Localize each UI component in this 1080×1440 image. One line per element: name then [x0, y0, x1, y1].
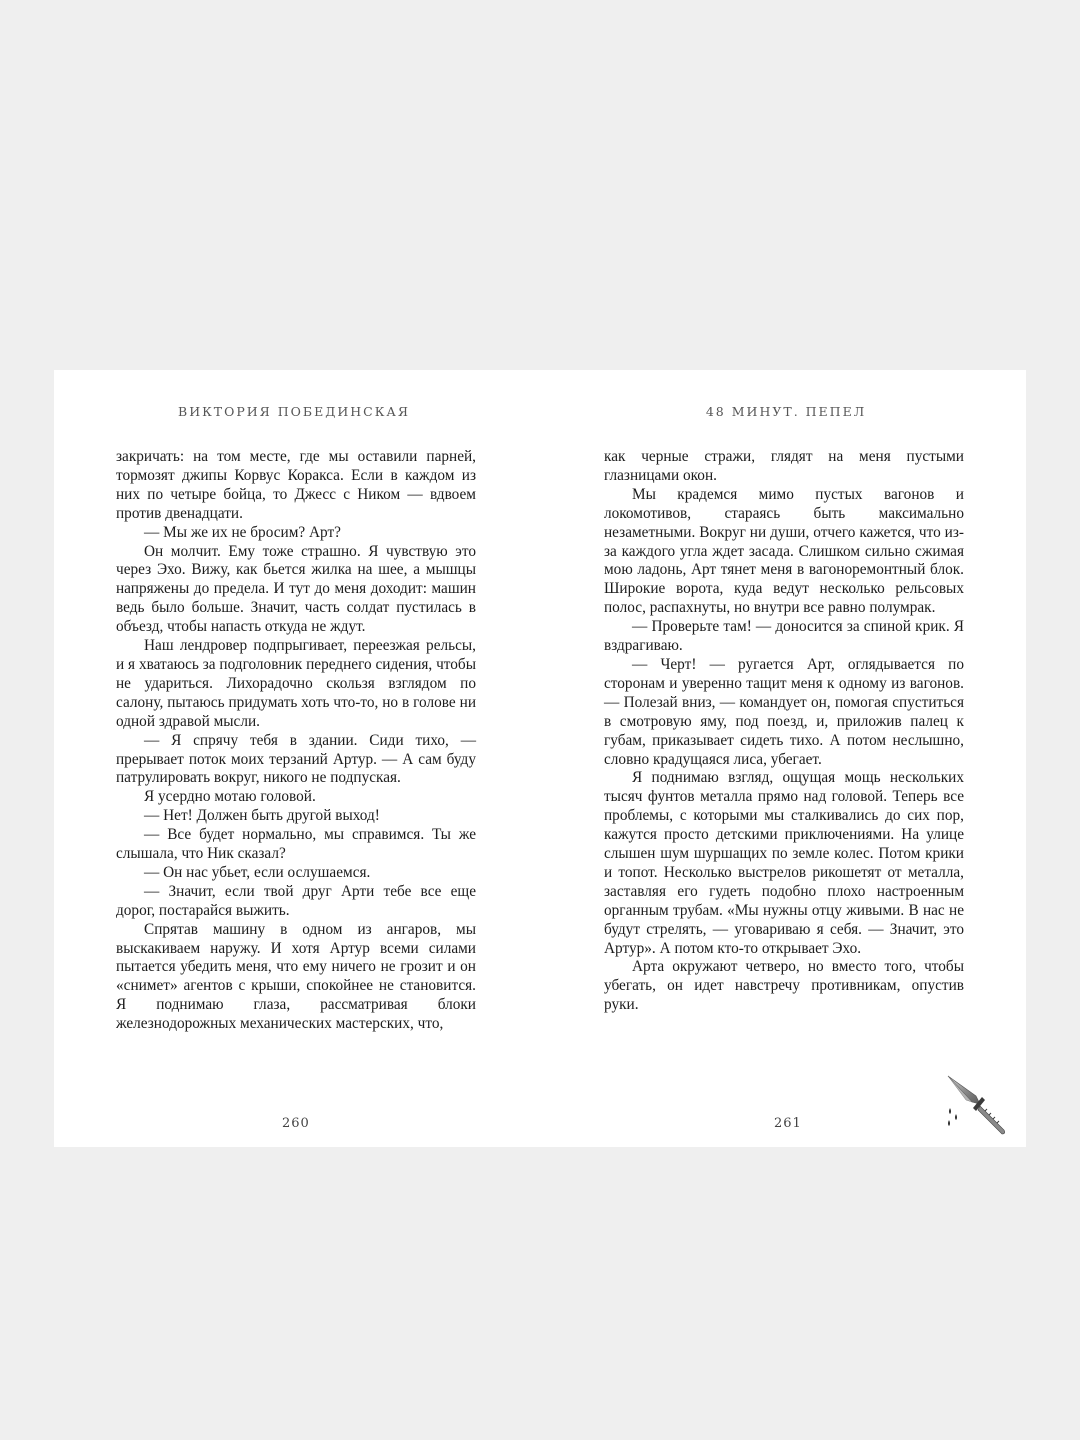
paragraph: Он молчит. Ему тоже страшно. Я чувствую это через Эхо. Вижу, как бьется жилка на шее, а мышцы напряжены до предела. И тут до меня доходит: машин ведь было больше. Значит, часть солдат пустилась в объезд, чтобы напасть откуда не ждут.	[116, 542, 476, 636]
paragraph: — Я спрячу тебя в здании. Сиди тихо, — прерывает поток моих терзаний Артур. — А сам буду патрулировать вокруг, никого не подпуская.	[116, 731, 476, 787]
left-page	[54, 370, 540, 1147]
right-page	[540, 370, 1026, 1147]
paragraph: закричать: на том месте, где мы оставили парней, тормозят джипы Корвус Коракса. Если в каждом из них по четыре бойца, то Джесс с Ником — вдвоем против двенадцати.	[116, 448, 476, 522]
paragraph: — Нет! Должен быть другой выход!	[144, 807, 380, 825]
book-spread	[54, 370, 1026, 1147]
paragraph: — Все будет нормально, мы справимся. Ты же слышала, что Ник сказал?	[116, 826, 476, 863]
left-page-text	[116, 448, 476, 1034]
right-page-text	[604, 448, 964, 1015]
paragraph: — Черт! — ругается Арт, оглядывается по сторонам и уверенно тащит меня к одному из вагонов. — Полезай вниз, — командует он, помогая спуститься в смотровую яму, под поезд, и, приложив палец к губам, приказывает сидеть тихо. А потом неслышно, словно крадущаяся лиса, убегает.	[604, 655, 964, 768]
running-head-title: 48 МИНУТ. ПЕПЕЛ	[705, 404, 867, 419]
paragraph: Спрятав машину в одном из ангаров, мы выскакиваем наружу. И хотя Артур всеми силами пытается убедить меня, что ему ничего не грозит и он «снимет» агентов с крыши, спокойнее не становится. Я поднимаю глаза, рассматривая блоки железнодорожных механических мастерских, что,	[116, 920, 476, 1033]
page-number-left: 260	[282, 1116, 310, 1131]
paragraph: Мы крадемся мимо пустых вагонов и локомотивов, стараясь быть максимально незаметными. Вокруг ни души, отчего кажется, что из-за каждого угла ждет засада. Слишком сильно сжимая мою ладонь, Арт тянет меня в вагоноремонтный блок. Широкие ворота, куда ведут несколько рельсовых полос, распахнуты, но внутри все равно полумрак.	[604, 485, 964, 617]
paragraph: — Мы же их не бросим? Арт?	[144, 523, 341, 541]
page-number-right: 261	[774, 1116, 802, 1131]
paragraph: Я усердно мотаю головой.	[144, 788, 316, 806]
paragraph: — Значит, если твой друг Арти тебе все еще дорог, постарайся выжить.	[116, 882, 476, 919]
paragraph: — Он нас убьет, если ослушаемся.	[144, 863, 371, 881]
bloody-knife-icon	[942, 1070, 1014, 1142]
running-head-author: ВИКТОРИЯ ПОБЕДИНСКАЯ	[178, 404, 410, 419]
paragraph: — Проверьте там! — доносится за спиной крик. Я вздрагиваю.	[604, 618, 964, 655]
paragraph: Я поднимаю взгляд, ощущая мощь нескольких тысяч фунтов металла прямо над головой. Теперь все проблемы, с которыми мы сталкивались до сих пор, кажутся просто детскими приключениями. На улице слышен шум шуршащих по земле колес. Потом крики и топот. Несколько выстрелов рикошетят от металла, заставляя его гудеть подобно плохо настроенным органным трубам. «Мы нужны отцу живыми. В нас не будут стрелять, — уговариваю я себя. — Значит, это Артур». А потом кто-то открывает Эхо.	[604, 769, 964, 957]
paragraph: Арта окружают четверо, но вместо того, чтобы убегать, он идет навстречу противникам, опустив руки.	[604, 958, 964, 1014]
paragraph: Наш лендровер подпрыгивает, переезжая рельсы, и я хватаюсь за подголовник переднего сидения, чтобы не удариться. Лихорадочно скользя взглядом по салону, пытаюсь придумать хоть что-то, но в голове ни одной здравой мысли.	[116, 637, 476, 730]
paragraph: как черные стражи, глядят на меня пустыми глазницами окон.	[604, 448, 964, 484]
